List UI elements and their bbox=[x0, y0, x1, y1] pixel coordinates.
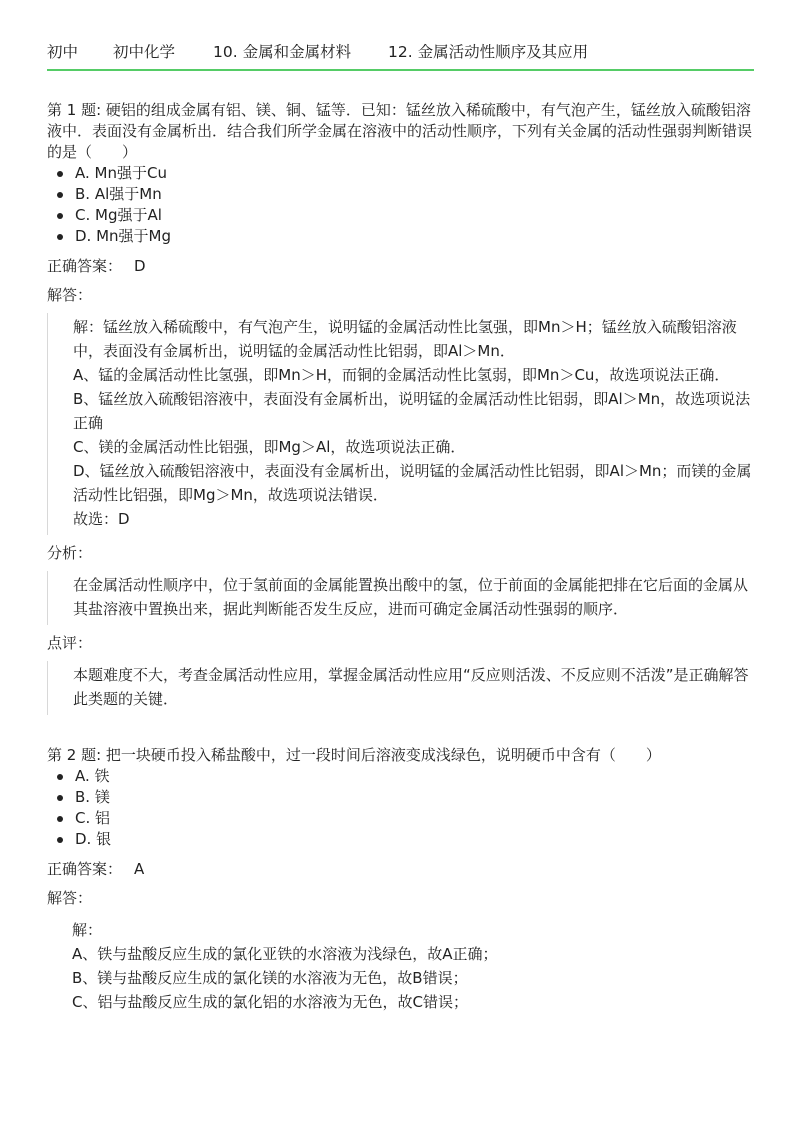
option-b: B. 镁 bbox=[75, 787, 757, 808]
solution-line: D、锰丝放入硫酸铝溶液中，表面没有金属析出，说明锰的金属活动性比铝弱，即Al＞Mn；而镁的金属活动性比铝强，即Mg＞Mn，故选项说法错误． bbox=[73, 462, 752, 504]
option-b: B. Al强于Mn bbox=[75, 184, 757, 205]
solution-line: A、铁与盐酸反应生成的氯化亚铁的水溶液为浅绿色，故A正确； bbox=[72, 945, 498, 963]
solution-line: B、锰丝放入硫酸铝溶液中，表面没有金属析出，说明锰的金属活动性比铝弱，即Al＞Mn，故选项说法正确 bbox=[73, 390, 751, 432]
comment-line: 本题难度不大，考查金属活动性应用，掌握金属活动性应用“反应则活泼、不反应则不活泼”是正确解答此类题的关键． bbox=[73, 666, 749, 708]
question-text: 第 1 题: 硬铝的组成金属有铝、镁、铜、锰等．已知：锰丝放入稀硫酸中，有气泡产生，锰丝放入硫酸铝溶液中．表面没有金属析出．结合我们所学金属在溶液中的活动性顺序，下列有关金属的活动性强弱判断错误的是（ ） bbox=[47, 101, 753, 161]
option-list bbox=[47, 163, 757, 247]
solution-line: A、锰的金属活动性比氢强，即Mn＞H，而铜的金属活动性比氢弱，即Mn＞Cu，故选项说法正确． bbox=[73, 366, 730, 384]
question-spacer bbox=[47, 715, 757, 745]
analysis-line: 在金属活动性顺序中，位于氢前面的金属能置换出酸中的氢，位于前面的金属能把排在它后面的金属从其盐溶液中置换出来，据此判断能否发生反应，进而可确定金属活动性强弱的顺序． bbox=[73, 576, 749, 618]
comment-label: 点评： bbox=[47, 634, 93, 652]
option-c: C. Mg强于Al bbox=[75, 205, 757, 226]
solution-line: 故选：D bbox=[73, 510, 130, 528]
solution-block bbox=[47, 916, 757, 1018]
solution-block bbox=[47, 313, 757, 535]
question-text: 第 2 题: 把一块硬币投入稀盐酸中，过一段时间后溶液变成浅绿色，说明硬币中含有（ ） bbox=[47, 746, 661, 764]
solution-line: C、镁的金属活动性比铝强，即Mg＞Al，故选项说法正确． bbox=[73, 438, 466, 456]
answer-value: D bbox=[134, 257, 146, 275]
option-d: D. Mn强于Mg bbox=[75, 226, 757, 247]
solution-line: 解：锰丝放入稀硫酸中，有气泡产生，说明锰的金属活动性比氢强，即Mn＞H；锰丝放入硫酸铝溶液中，表面没有金属析出，说明锰的金属活动性比铝弱，即Al＞Mn． bbox=[73, 318, 737, 360]
answer-label: 正确答案： bbox=[47, 257, 123, 275]
solution-line: B、镁与盐酸反应生成的氯化镁的水溶液为无色，故B错误； bbox=[72, 969, 468, 987]
solution-label: 解答： bbox=[47, 889, 93, 907]
answer-label: 正确答案： bbox=[47, 860, 123, 878]
option-list bbox=[47, 766, 757, 850]
analysis-label: 分析： bbox=[47, 544, 93, 562]
option-c: C. 铝 bbox=[75, 808, 757, 829]
solution-line: 解： bbox=[72, 921, 103, 939]
comment-block bbox=[47, 661, 757, 715]
answer-value: A bbox=[134, 860, 145, 878]
option-a: A. 铁 bbox=[75, 766, 757, 787]
solution-label: 解答： bbox=[47, 286, 93, 304]
correct-answer bbox=[47, 859, 757, 880]
correct-answer bbox=[47, 256, 757, 277]
breadcrumb-level[interactable]: 初中 bbox=[47, 43, 79, 61]
breadcrumb bbox=[47, 40, 588, 62]
question-1 bbox=[47, 100, 757, 715]
breadcrumb-chapter[interactable]: 10. 金属和金属材料 bbox=[213, 43, 352, 61]
header-divider bbox=[47, 69, 754, 71]
question-list bbox=[47, 100, 757, 1018]
analysis-block bbox=[47, 571, 757, 625]
option-d: D. 银 bbox=[75, 829, 757, 850]
option-a: A. Mn强于Cu bbox=[75, 163, 757, 184]
question-2 bbox=[47, 745, 757, 1018]
breadcrumb-topic[interactable]: 12. 金属活动性顺序及其应用 bbox=[388, 43, 589, 61]
solution-line: C、铝与盐酸反应生成的氯化铝的水溶液为无色，故C错误； bbox=[72, 993, 468, 1011]
breadcrumb-subject[interactable]: 初中化学 bbox=[113, 43, 176, 61]
